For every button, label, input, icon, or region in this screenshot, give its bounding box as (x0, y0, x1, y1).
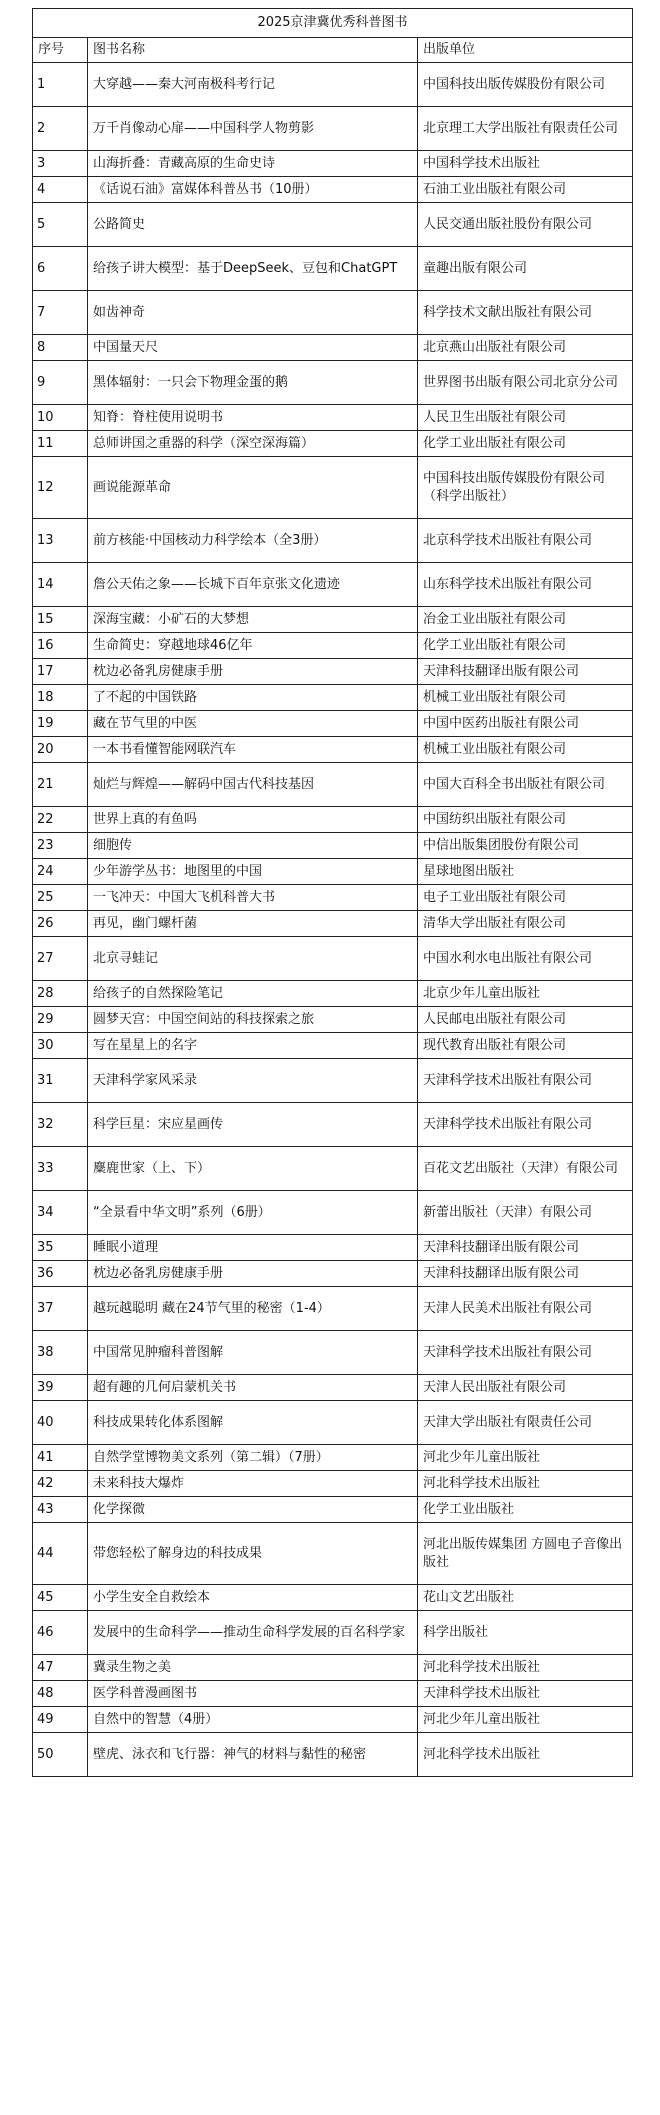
book-title: 医学科普漫画图书 (88, 1681, 418, 1707)
table-row (33, 177, 633, 203)
book-title: 科技成果转化体系图解 (88, 1401, 418, 1445)
row-number: 37 (33, 1287, 88, 1331)
publisher-name: 天津科学技术出版社有限公司 (418, 1331, 633, 1375)
row-number: 25 (33, 885, 88, 911)
book-title: 科学巨星：宋应星画传 (88, 1103, 418, 1147)
book-title: 小学生安全自救绘本 (88, 1585, 418, 1611)
book-title: 一本书看懂智能网联汽车 (88, 737, 418, 763)
publisher-name: 中国科学技术出版社 (418, 151, 633, 177)
book-title: 圆梦天宫：中国空间站的科技探索之旅 (88, 1007, 418, 1033)
table-row (33, 247, 633, 291)
row-number: 36 (33, 1261, 88, 1287)
publisher-name: 河北少年儿童出版社 (418, 1707, 633, 1733)
row-number: 10 (33, 405, 88, 431)
table-row (33, 1191, 633, 1235)
row-number: 28 (33, 981, 88, 1007)
book-title: 大穿越——秦大河南极科考行记 (88, 63, 418, 107)
book-title: 未来科技大爆炸 (88, 1471, 418, 1497)
row-number: 8 (33, 335, 88, 361)
table-row (33, 885, 633, 911)
book-title: 睡眠小道理 (88, 1235, 418, 1261)
publisher-name: 人民卫生出版社有限公司 (418, 405, 633, 431)
row-number: 32 (33, 1103, 88, 1147)
row-number: 45 (33, 1585, 88, 1611)
book-title: 深海宝藏：小矿石的大梦想 (88, 607, 418, 633)
book-title: 生命简史：穿越地球46亿年 (88, 633, 418, 659)
publisher-name: 童趣出版有限公司 (418, 247, 633, 291)
row-number: 41 (33, 1445, 88, 1471)
row-number: 39 (33, 1375, 88, 1401)
publisher-name: 河北科学技术出版社 (418, 1655, 633, 1681)
book-title: 细胞传 (88, 833, 418, 859)
book-title: 自然中的智慧（4册） (88, 1707, 418, 1733)
publisher-name: 星球地图出版社 (418, 859, 633, 885)
row-number: 38 (33, 1331, 88, 1375)
publisher-name: 天津科技翻译出版有限公司 (418, 1235, 633, 1261)
publisher-name: 现代教育出版社有限公司 (418, 1033, 633, 1059)
table-row (33, 833, 633, 859)
table-row (33, 1611, 633, 1655)
table-row (33, 1287, 633, 1331)
book-title: 天津科学家风采录 (88, 1059, 418, 1103)
table-row (33, 1375, 633, 1401)
table-row (33, 1445, 633, 1471)
publisher-name: 北京燕山出版社有限公司 (418, 335, 633, 361)
table-row (33, 291, 633, 335)
table-body (33, 63, 633, 1777)
book-title: 壁虎、泳衣和飞行器：神气的材料与黏性的秘密 (88, 1733, 418, 1777)
row-number: 22 (33, 807, 88, 833)
row-number: 12 (33, 457, 88, 519)
publisher-name: 人民交通出版社股份有限公司 (418, 203, 633, 247)
publisher-name: 河北少年儿童出版社 (418, 1445, 633, 1471)
table-row (33, 763, 633, 807)
publisher-name: 天津科学技术出版社 (418, 1681, 633, 1707)
table-row (33, 1059, 633, 1103)
row-number: 43 (33, 1497, 88, 1523)
table-row (33, 737, 633, 763)
table-row (33, 1733, 633, 1777)
row-number: 47 (33, 1655, 88, 1681)
book-title: 灿烂与辉煌——解码中国古代科技基因 (88, 763, 418, 807)
table-row (33, 937, 633, 981)
table-row (33, 1235, 633, 1261)
publisher-name: 河北出版传媒集团 方圆电子音像出版社 (418, 1523, 633, 1585)
book-title: 总师讲国之重器的科学（深空深海篇） (88, 431, 418, 457)
row-number: 17 (33, 659, 88, 685)
publisher-name: 新蕾出版社（天津）有限公司 (418, 1191, 633, 1235)
book-title: 山海折叠：青藏高原的生命史诗 (88, 151, 418, 177)
table-row (33, 335, 633, 361)
table-row (33, 859, 633, 885)
row-number: 1 (33, 63, 88, 107)
book-title: 中国常见肿瘤科普图解 (88, 1331, 418, 1375)
publisher-name: 电子工业出版社有限公司 (418, 885, 633, 911)
book-title: 黑体辐射：一只会下物理金蛋的鹅 (88, 361, 418, 405)
book-title: 化学探微 (88, 1497, 418, 1523)
table-row (33, 607, 633, 633)
row-number: 3 (33, 151, 88, 177)
row-number: 40 (33, 1401, 88, 1445)
publisher-name: 花山文艺出版社 (418, 1585, 633, 1611)
row-number: 18 (33, 685, 88, 711)
table-row (33, 151, 633, 177)
publisher-name: 天津科技翻译出版有限公司 (418, 1261, 633, 1287)
column-header-publisher: 出版单位 (418, 38, 633, 63)
publisher-name: 中国科技出版传媒股份有限公司 (418, 63, 633, 107)
table-row (33, 63, 633, 107)
row-number: 15 (33, 607, 88, 633)
table-row (33, 1007, 633, 1033)
publisher-name: 冶金工业出版社有限公司 (418, 607, 633, 633)
row-number: 48 (33, 1681, 88, 1707)
table-row (33, 203, 633, 247)
book-title: 詹公天佑之象——长城下百年京张文化遗迹 (88, 563, 418, 607)
publisher-name: 机械工业出版社有限公司 (418, 685, 633, 711)
book-title: 中国量天尺 (88, 335, 418, 361)
book-title: 知脊：脊柱使用说明书 (88, 405, 418, 431)
publisher-name: 天津科学技术出版社有限公司 (418, 1059, 633, 1103)
book-title: 万千肖像动心扉——中国科学人物剪影 (88, 107, 418, 151)
row-number: 33 (33, 1147, 88, 1191)
row-number: 14 (33, 563, 88, 607)
table-row (33, 107, 633, 151)
table-row (33, 563, 633, 607)
book-title: 越玩越聪明 藏在24节气里的秘密（1-4） (88, 1287, 418, 1331)
row-number: 20 (33, 737, 88, 763)
book-title: 藏在节气里的中医 (88, 711, 418, 737)
book-list-table (32, 8, 633, 1777)
publisher-name: 中国水利水电出版社有限公司 (418, 937, 633, 981)
publisher-name: 北京理工大学出版社有限责任公司 (418, 107, 633, 151)
table-row (33, 1523, 633, 1585)
book-title: 带您轻松了解身边的科技成果 (88, 1523, 418, 1585)
book-title: 给孩子的自然探险笔记 (88, 981, 418, 1007)
publisher-name: 中国纺织出版社有限公司 (418, 807, 633, 833)
table-row (33, 519, 633, 563)
table-row (33, 1033, 633, 1059)
row-number: 26 (33, 911, 88, 937)
row-number: 31 (33, 1059, 88, 1103)
book-title: 写在星星上的名字 (88, 1033, 418, 1059)
table-row (33, 659, 633, 685)
book-title: 冀录生物之美 (88, 1655, 418, 1681)
row-number: 50 (33, 1733, 88, 1777)
table-row (33, 1331, 633, 1375)
publisher-name: 化学工业出版社有限公司 (418, 431, 633, 457)
row-number: 9 (33, 361, 88, 405)
table-row (33, 1401, 633, 1445)
column-header-title: 图书名称 (88, 38, 418, 63)
table-row (33, 431, 633, 457)
table-row (33, 685, 633, 711)
row-number: 44 (33, 1523, 88, 1585)
publisher-name: 化学工业出版社 (418, 1497, 633, 1523)
row-number: 5 (33, 203, 88, 247)
publisher-name: 科学技术文献出版社有限公司 (418, 291, 633, 335)
row-number: 4 (33, 177, 88, 203)
table-row (33, 457, 633, 519)
column-header-number: 序号 (33, 38, 88, 63)
table-row (33, 981, 633, 1007)
table-row (33, 1103, 633, 1147)
book-title: 少年游学丛书：地图里的中国 (88, 859, 418, 885)
publisher-name: 天津科技翻译出版有限公司 (418, 659, 633, 685)
publisher-name: 天津人民美术出版社有限公司 (418, 1287, 633, 1331)
publisher-name: 河北科学技术出版社 (418, 1471, 633, 1497)
row-number: 49 (33, 1707, 88, 1733)
publisher-name: 机械工业出版社有限公司 (418, 737, 633, 763)
row-number: 16 (33, 633, 88, 659)
publisher-name: 天津大学出版社有限责任公司 (418, 1401, 633, 1445)
row-number: 29 (33, 1007, 88, 1033)
row-number: 7 (33, 291, 88, 335)
row-number: 11 (33, 431, 88, 457)
book-title: 发展中的生命科学——推动生命科学发展的百名科学家 (88, 1611, 418, 1655)
book-title: 给孩子讲大模型：基于DeepSeek、豆包和ChatGPT (88, 247, 418, 291)
book-title: 了不起的中国铁路 (88, 685, 418, 711)
publisher-name: 北京少年儿童出版社 (418, 981, 633, 1007)
table-title: 2025京津冀优秀科普图书 (33, 9, 633, 38)
row-number: 24 (33, 859, 88, 885)
book-title: 自然学堂博物美文系列（第二辑）（7册） (88, 1445, 418, 1471)
book-title: 枕边必备乳房健康手册 (88, 659, 418, 685)
table-row (33, 1261, 633, 1287)
publisher-name: 科学出版社 (418, 1611, 633, 1655)
book-title: 公路简史 (88, 203, 418, 247)
publisher-name: 山东科学技术出版社有限公司 (418, 563, 633, 607)
row-number: 46 (33, 1611, 88, 1655)
table-row (33, 1585, 633, 1611)
row-number: 34 (33, 1191, 88, 1235)
publisher-name: 中国大百科全书出版社有限公司 (418, 763, 633, 807)
table-row (33, 361, 633, 405)
table-row (33, 1655, 633, 1681)
row-number: 19 (33, 711, 88, 737)
publisher-name: 北京科学技术出版社有限公司 (418, 519, 633, 563)
table-row (33, 1681, 633, 1707)
header-row (33, 38, 633, 63)
book-title: 世界上真的有鱼吗 (88, 807, 418, 833)
table-row (33, 633, 633, 659)
row-number: 2 (33, 107, 88, 151)
table-row (33, 1147, 633, 1191)
table-row (33, 1471, 633, 1497)
publisher-name: 中国中医药出版社有限公司 (418, 711, 633, 737)
publisher-name: 石油工业出版社有限公司 (418, 177, 633, 203)
publisher-name: 人民邮电出版社有限公司 (418, 1007, 633, 1033)
book-title: 超有趣的几何启蒙机关书 (88, 1375, 418, 1401)
row-number: 6 (33, 247, 88, 291)
publisher-name: 世界图书出版有限公司北京分公司 (418, 361, 633, 405)
row-number: 35 (33, 1235, 88, 1261)
row-number: 42 (33, 1471, 88, 1497)
publisher-name: 天津人民出版社有限公司 (418, 1375, 633, 1401)
publisher-name: 中国科技出版传媒股份有限公司 （科学出版社） (418, 457, 633, 519)
book-title: “全景看中华文明”系列（6册） (88, 1191, 418, 1235)
table-row (33, 711, 633, 737)
book-title: 如齿神奇 (88, 291, 418, 335)
row-number: 23 (33, 833, 88, 859)
row-number: 27 (33, 937, 88, 981)
table-row (33, 405, 633, 431)
publisher-name: 百花文艺出版社（天津）有限公司 (418, 1147, 633, 1191)
book-title: 麋鹿世家（上、下） (88, 1147, 418, 1191)
publisher-name: 河北科学技术出版社 (418, 1733, 633, 1777)
table-row (33, 807, 633, 833)
publisher-name: 清华大学出版社有限公司 (418, 911, 633, 937)
row-number: 30 (33, 1033, 88, 1059)
row-number: 13 (33, 519, 88, 563)
publisher-name: 中信出版集团股份有限公司 (418, 833, 633, 859)
book-title: 《话说石油》富媒体科普丛书（10册） (88, 177, 418, 203)
book-title: 一飞冲天：中国大飞机科普大书 (88, 885, 418, 911)
publisher-name: 化学工业出版社有限公司 (418, 633, 633, 659)
book-title: 画说能源革命 (88, 457, 418, 519)
book-title: 再见，幽门螺杆菌 (88, 911, 418, 937)
table-row (33, 1497, 633, 1523)
book-title: 北京寻蛙记 (88, 937, 418, 981)
table-row (33, 911, 633, 937)
table-row (33, 1707, 633, 1733)
publisher-name: 天津科学技术出版社有限公司 (418, 1103, 633, 1147)
book-title: 枕边必备乳房健康手册 (88, 1261, 418, 1287)
row-number: 21 (33, 763, 88, 807)
book-title: 前方核能·中国核动力科学绘本（全3册） (88, 519, 418, 563)
